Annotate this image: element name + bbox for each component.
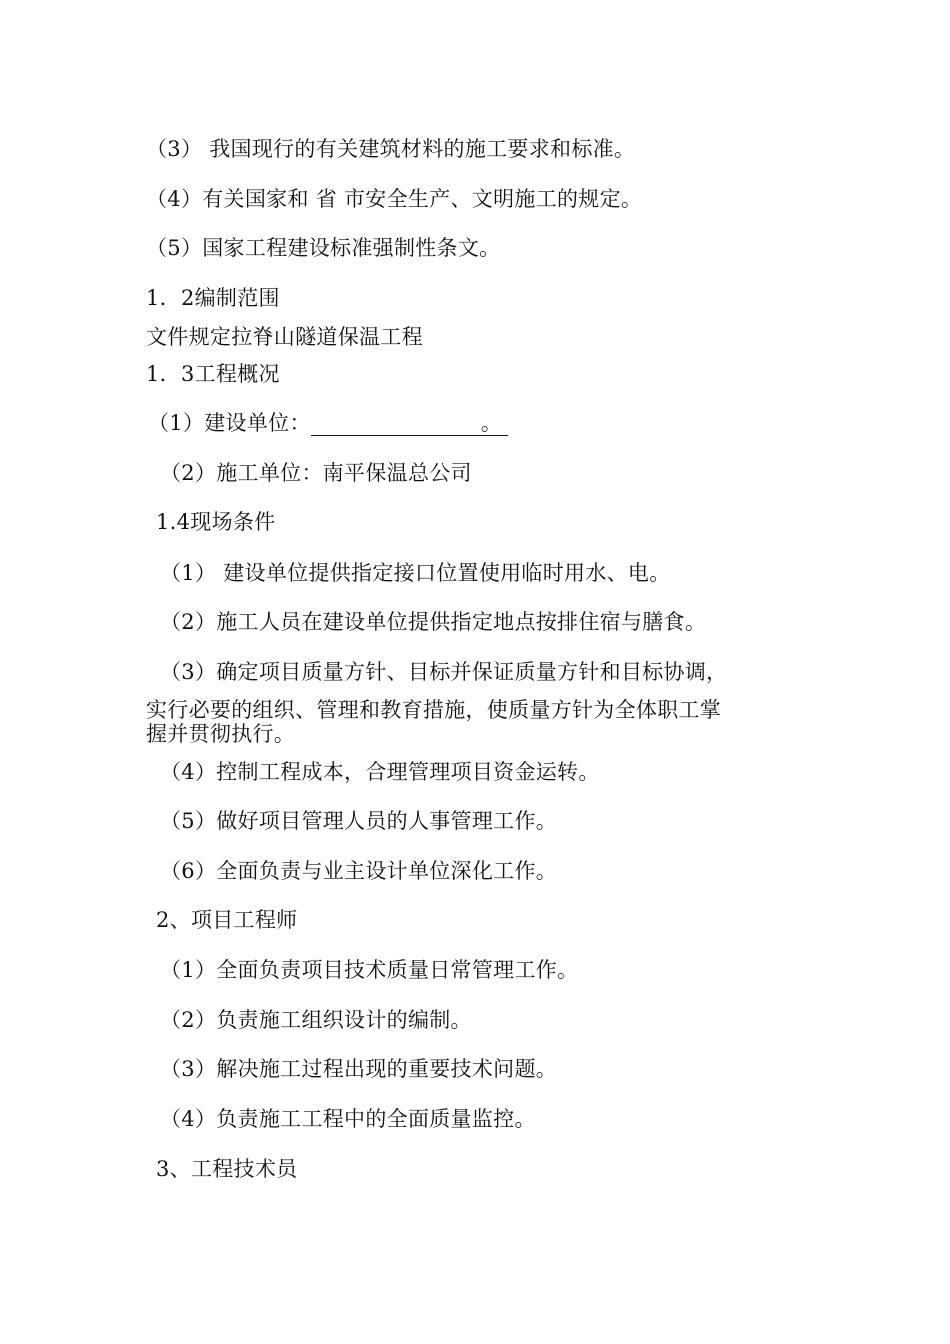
section-heading-overview: 1．3工程概况: [146, 362, 280, 386]
paragraph-site-2: （2）施工人员在建设单位提供指定地点按排住宿与膳食。: [160, 610, 707, 634]
paragraph-site-1: （1） 建设单位提供指定接口位置使用临时用水、电。: [160, 561, 671, 585]
paragraph-engineer-4: （4）负责施工工程中的全面质量监控。: [160, 1107, 536, 1131]
paragraph-duty-3-line3: 握并贯彻执行。: [146, 722, 296, 746]
owner-label: （1）建设单位：: [148, 411, 311, 435]
paragraph-engineer-1: （1）全面负责项目技术质量日常管理工作。: [160, 958, 579, 982]
paragraph-duty-3-line1: （3）确定项目质量方针、目标并保证质量方针和目标协调，: [160, 660, 728, 684]
owner-blank-space: [311, 412, 481, 432]
paragraph-duty-4: （4）控制工程成本，合理管理项目资金运转。: [160, 760, 600, 784]
owner-blank: [311, 411, 508, 436]
paragraph-duty-6: （6）全面负责与业主设计单位深化工作。: [160, 859, 558, 883]
owner-blank-period: 。: [480, 411, 503, 435]
paragraph-engineer-3: （3）解决施工过程出现的重要技术问题。: [160, 1057, 558, 1081]
paragraph-owner: [148, 410, 508, 436]
section-heading-site: 1.4现场条件: [156, 510, 276, 534]
section-heading-engineer: 2、项目工程师: [156, 908, 298, 932]
paragraph-duty-5: （5）做好项目管理人员的人事管理工作。: [160, 809, 558, 833]
paragraph-duty-3-line2: 实行必要的组织、管理和教育措施，使质量方针为全体职工掌: [146, 698, 722, 722]
paragraph-engineer-2: （2）负责施工组织设计的编制。: [160, 1008, 472, 1032]
paragraph-basis-5: （5）国家工程建设标准强制性条文。: [146, 236, 501, 260]
paragraph-contractor: （2）施工单位：南平保温总公司: [160, 461, 472, 485]
section-heading-scope: 1．2编制范围: [146, 286, 280, 310]
paragraph-basis-3: （3） 我国现行的有关建筑材料的施工要求和标准。: [146, 137, 636, 161]
section-heading-technician: 3、工程技术员: [156, 1157, 298, 1181]
paragraph-scope: 文件规定拉脊山隧道保温工程: [146, 325, 423, 349]
paragraph-basis-4: （4）有关国家和 省 市安全生产、文明施工的规定。: [146, 187, 643, 211]
